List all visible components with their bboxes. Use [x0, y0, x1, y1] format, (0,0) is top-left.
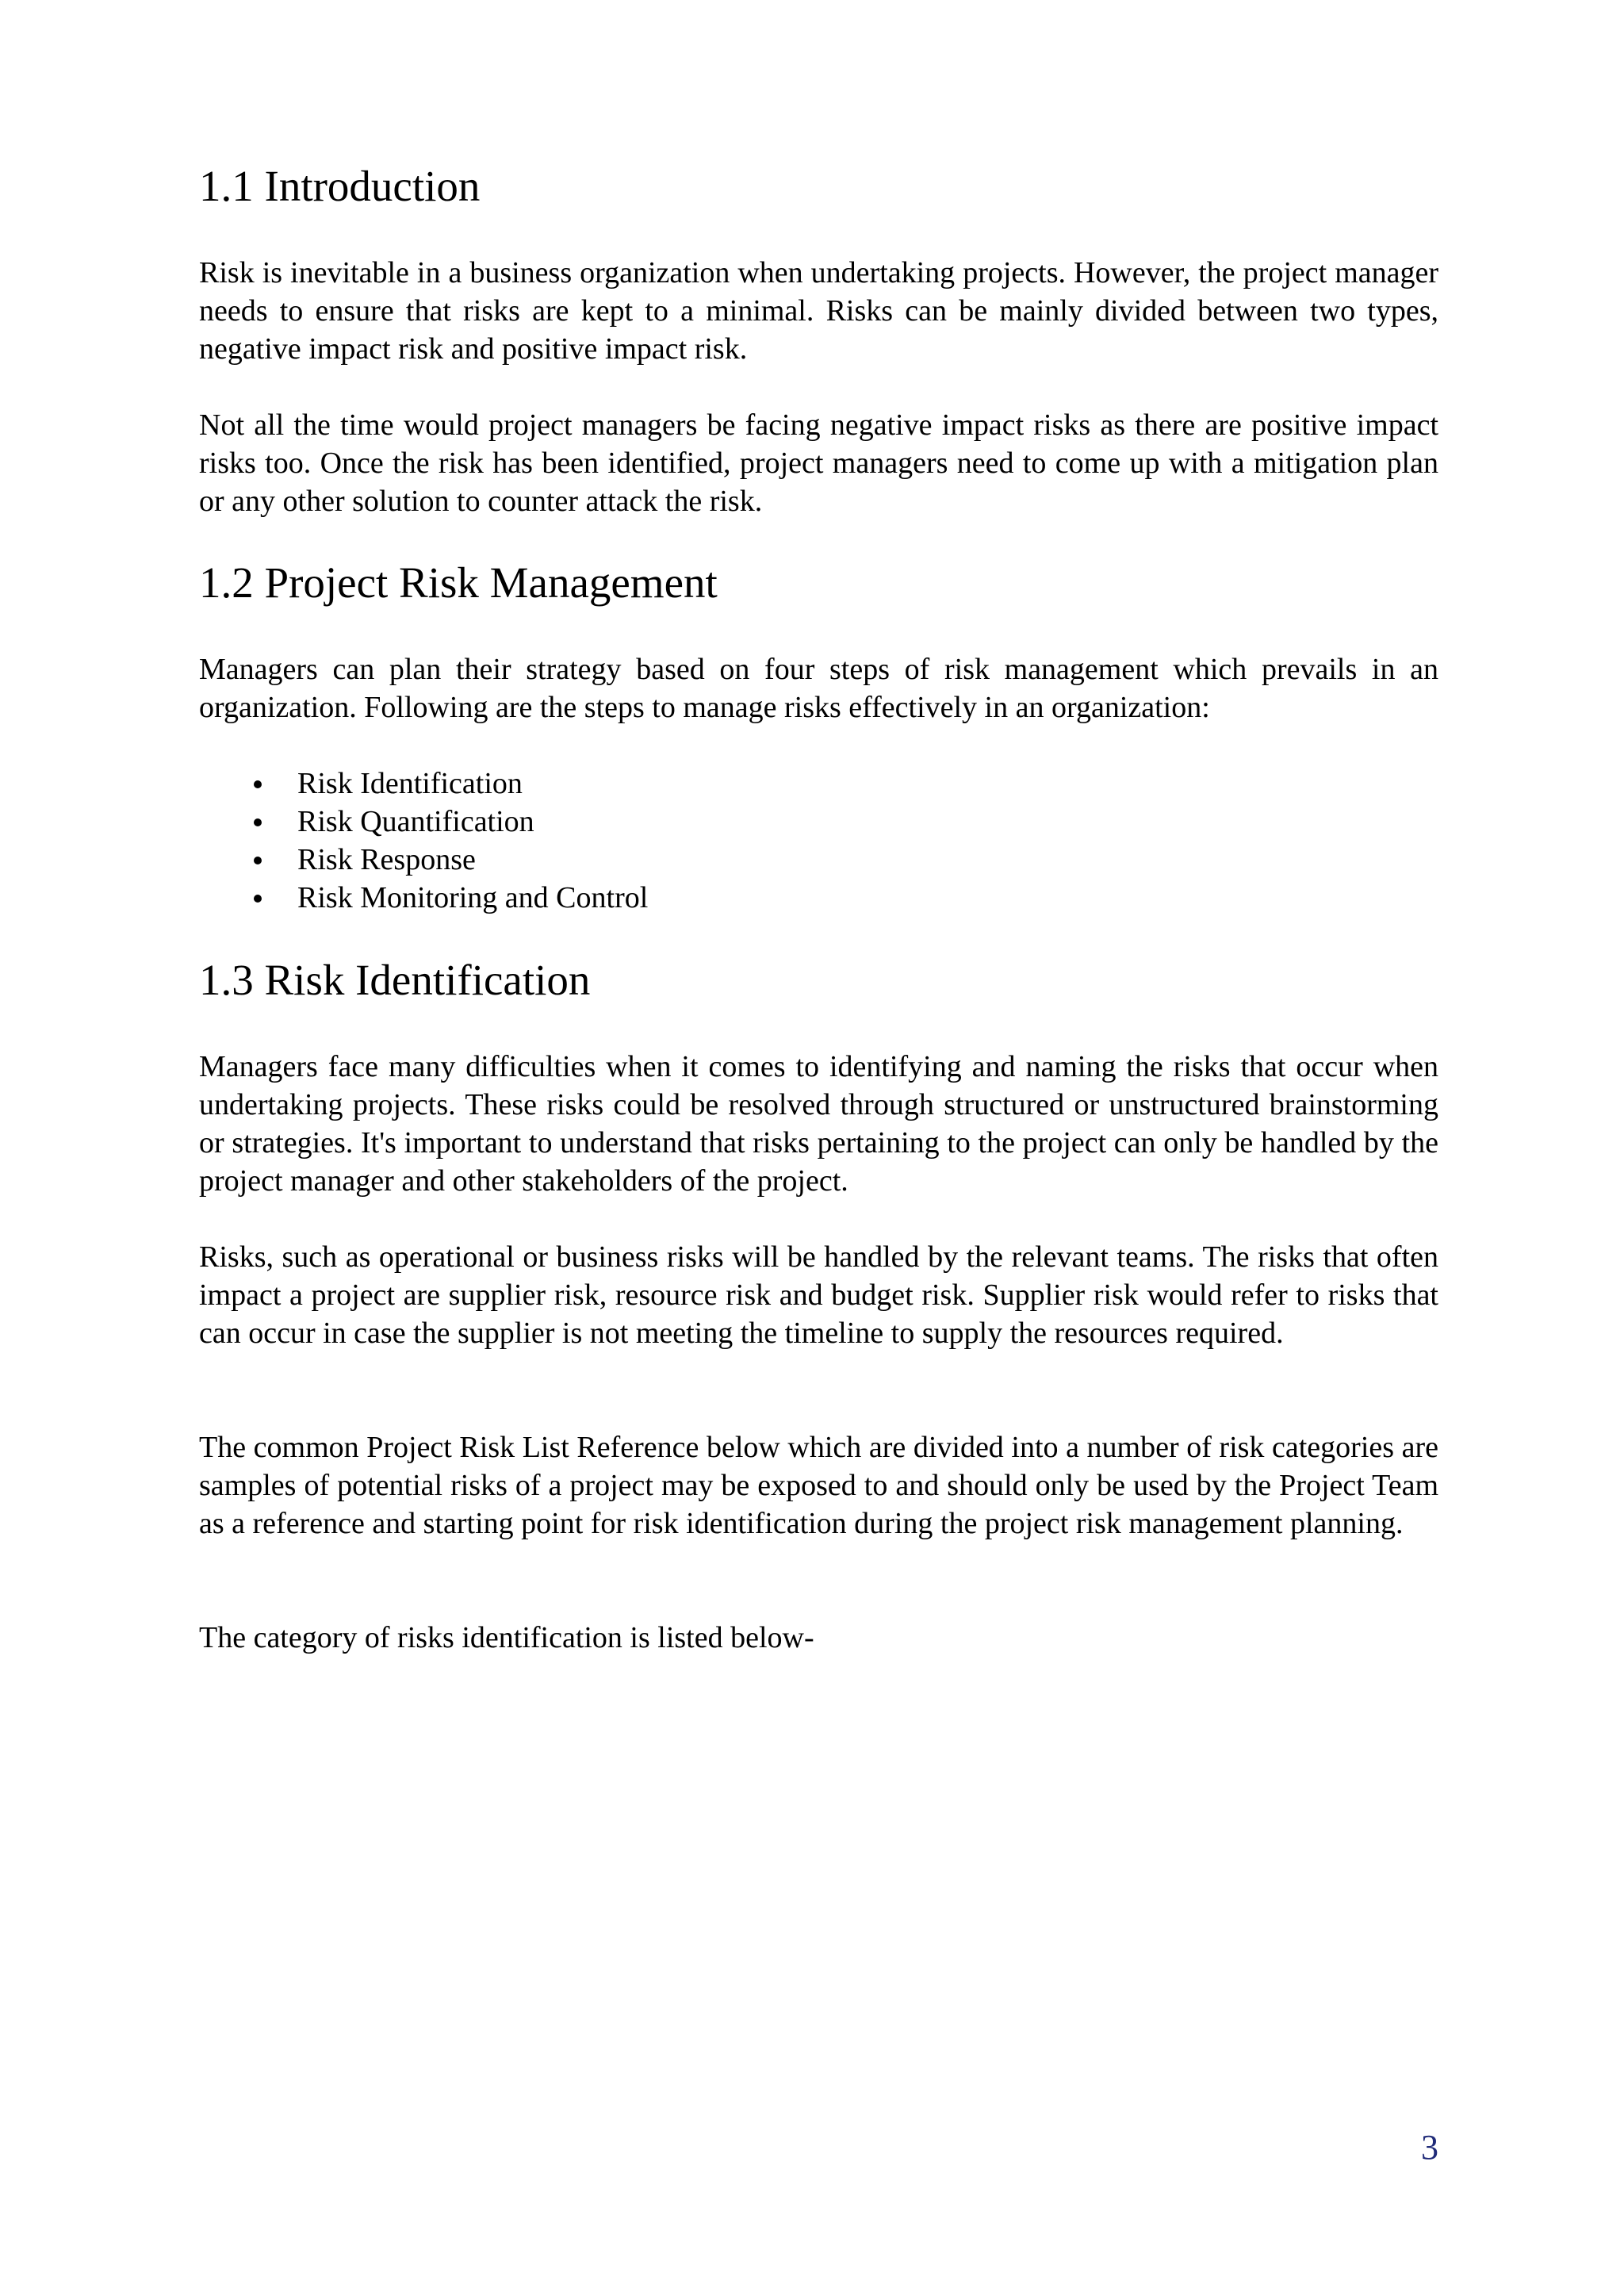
page-number: 3 [1421, 2128, 1438, 2167]
paragraph-intro-1: Risk is inevitable in a business organization when undertaking projects. However, the project manager needs to ensure that risks are kept to a minimal. Risks can be mainly divided between two types, negative impact risk and positive impact risk. [199, 256, 1438, 366]
risk-steps-list [199, 765, 648, 917]
list-item-text: Risk Monitoring and Control [297, 881, 649, 914]
paragraph-intro-2: Not all the time would project managers be facing negative impact risks as there are positive impact risks too. Once the risk has been identified, project managers need to come up with a mitigation plan or any other solution to counter attack the risk. [199, 408, 1438, 518]
paragraph-identification-4: The category of risks identification is listed below- [199, 1621, 814, 1654]
list-item [199, 841, 648, 879]
section-heading-project-risk-management: 1.2 Project Risk Management [199, 558, 718, 607]
paragraph-risk-management-1: Managers can plan their strategy based on four steps of risk management which prevails in an organization. Following are the steps to manage risks effectively in an organization: [199, 653, 1438, 724]
list-item [199, 765, 648, 803]
bullet-icon [254, 857, 262, 864]
paragraph-identification-1: Managers face many difficulties when it comes to identifying and naming the risks that occur when undertaking projects. These risks could be resolved through structured or unstructured brainstorming or strategies. It's important to understand that risks pertaining to the project can only be handled by the project manager and other stakeholders of the project. [199, 1050, 1438, 1198]
paragraph-identification-2: Risks, such as operational or business risks will be handled by the relevant teams. The risks that often impact a project are supplier risk, resource risk and budget risk. Supplier risk would refer to risks that can occur in case the supplier is not meeting the timeline to supply the resources required. [199, 1240, 1438, 1350]
list-item [199, 803, 648, 841]
bullet-icon [254, 895, 262, 903]
section-heading-risk-identification: 1.3 Risk Identification [199, 956, 591, 1004]
list-item-text: Risk Response [297, 843, 476, 876]
paragraph-identification-3: The common Project Risk List Reference below which are divided into a number of risk categories are samples of potential risks of a project may be exposed to and should only be used by the Project Team as a reference and starting point for risk identification during the project risk management planning. [199, 1431, 1438, 1540]
bullet-icon [254, 780, 262, 788]
section-heading-introduction: 1.1 Introduction [199, 162, 481, 210]
list-item-text: Risk Quantification [297, 805, 534, 838]
bullet-icon [254, 818, 262, 826]
list-item [199, 879, 648, 917]
list-item-text: Risk Identification [297, 767, 523, 800]
